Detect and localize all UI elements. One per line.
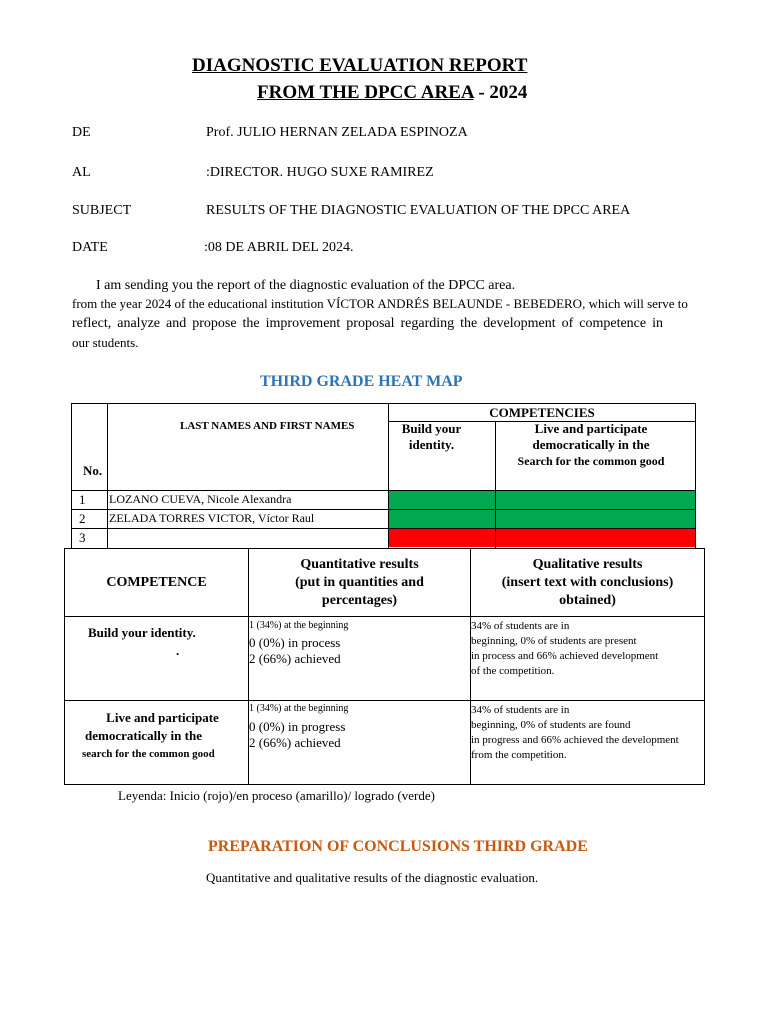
results-r2-qual-1: 34% of students are in xyxy=(471,704,570,716)
meta-value-subject: RESULTS OF THE DIAGNOSTIC EVALUATION OF THE DPCC AREA xyxy=(206,203,631,218)
heatmap-border xyxy=(71,403,72,548)
results-r1-qual xyxy=(471,619,658,679)
meta-value-date: :08 DE ABRIL DEL 2024. xyxy=(204,240,354,255)
meta-value-al: :DIRECTOR. HUGO SUXE RAMIREZ xyxy=(206,165,434,180)
heatmap-comp2-line2: democratically in the xyxy=(532,437,650,452)
heatmap-border xyxy=(71,490,696,491)
meta-label-de: DE xyxy=(72,125,91,140)
legend-text: Leyenda: Inicio (rojo)/en proceso (amarillo)/ logrado (verde) xyxy=(118,788,435,803)
meta-label-al: AL xyxy=(72,165,91,180)
meta-label-subject: SUBJECT xyxy=(72,203,132,218)
results-border xyxy=(64,548,705,549)
heatmap-col-no: No. xyxy=(83,463,103,478)
meta-label-date: DATE xyxy=(72,240,108,255)
heatmap-border xyxy=(695,403,696,548)
results-r1-competence: Build your identity. xyxy=(88,625,196,640)
heatmap-cell-r1-c1 xyxy=(389,491,496,509)
heatmap-row-no: 2 xyxy=(79,511,86,526)
results-r2-qual-3: in progress and 66% achieved the development xyxy=(471,734,679,746)
intro-line-2: from the year 2024 of the educational institution VÍCTOR ANDRÉS BELAUNDE - BEBEDERO, which will serve to xyxy=(72,296,688,311)
results-r1-qual-3: in process and 66% achieved development xyxy=(471,650,659,662)
results-border xyxy=(64,784,705,785)
report-subtitle xyxy=(257,82,527,104)
results-r2-qual-4: from the competition. xyxy=(471,749,567,761)
heatmap-col-names: LAST NAMES AND FIRST NAMES xyxy=(180,420,355,432)
results-h-qual-2: (insert text with conclusions) xyxy=(501,575,674,590)
heatmap-cell-r3-c2 xyxy=(496,529,695,547)
heatmap-border xyxy=(71,403,696,404)
meta-value-de: Prof. JULIO HERNAN ZELADA ESPINOZA xyxy=(206,125,468,140)
results-h-quant-2: (put in quantities and xyxy=(295,575,424,590)
heatmap-border xyxy=(107,403,108,548)
results-r2-quant-3: 2 (66%) achieved xyxy=(249,735,341,750)
heatmap-comp1-header xyxy=(389,421,474,453)
heatmap-border xyxy=(71,528,696,529)
results-r2-quant-1: 1 (34%) at the beginning xyxy=(249,703,349,714)
results-r1-qual-1: 34% of students are in xyxy=(471,620,570,632)
results-h-quant-3: percentages) xyxy=(321,593,398,608)
results-r2-quant-2: 0 (0%) in progress xyxy=(249,719,346,734)
conclusions-title: PREPARATION OF CONCLUSIONS THIRD GRADE xyxy=(208,838,588,855)
results-r1-competence-dot: . xyxy=(176,643,180,658)
heatmap-cell-r2-c1 xyxy=(389,510,496,528)
results-h-qual xyxy=(471,556,704,610)
results-r2-competence-3: search for the common good xyxy=(82,748,215,760)
results-h-qual-1: Qualitative results xyxy=(532,557,643,572)
heatmap-comp1-line1: Build your xyxy=(401,421,462,436)
results-r2-qual-2: beginning, 0% of students are found xyxy=(471,719,631,731)
results-r2-competence xyxy=(65,709,260,763)
results-h-quant-1: Quantitative results xyxy=(300,557,419,572)
heatmap-row-name: ZELADA TORRES VICTOR, Víctor Raul xyxy=(109,511,315,525)
results-r1-quant-3: 2 (66%) achieved xyxy=(249,651,341,666)
results-h-qual-3: obtained) xyxy=(559,593,616,608)
heatmap-comp2-header xyxy=(496,421,686,469)
results-border xyxy=(64,616,705,617)
heatmap-cell-r2-c2 xyxy=(496,510,695,528)
results-border xyxy=(704,548,705,785)
results-h-quant xyxy=(249,556,470,610)
heatmap-comp1-line2: identity. xyxy=(408,437,455,452)
heatmap-cell-r1-c2 xyxy=(496,491,695,509)
results-r1-quant-2: 0 (0%) in process xyxy=(249,635,341,650)
results-r1-qual-2: beginning, 0% of students are present xyxy=(471,635,637,647)
conclusions-subtitle: Quantitative and qualitative results of the diagnostic evaluation. xyxy=(206,870,539,885)
results-r2-competence-1: Live and participate xyxy=(106,710,219,725)
results-r2-competence-2: democratically in the xyxy=(85,728,202,743)
intro-line-4: our students. xyxy=(72,335,139,350)
intro-line-3: reflect, analyze and propose the improvement proposal regarding the development of competence in xyxy=(72,316,663,331)
heatmap-competencies-header: COMPETENCIES xyxy=(489,405,595,420)
results-r1-qual-4: of the competition. xyxy=(471,665,555,677)
heatmap-row-no: 3 xyxy=(79,530,86,545)
heatmap-row-name: LOZANO CUEVA, Nicole Alexandra xyxy=(109,492,292,506)
results-r1-quant-1: 1 (34%) at the beginning xyxy=(249,620,349,631)
heatmap-row-no: 1 xyxy=(79,492,86,507)
report-subtitle-area: FROM THE DPCC AREA xyxy=(257,82,474,103)
report-title: DIAGNOSTIC EVALUATION REPORT xyxy=(192,55,528,76)
report-subtitle-year: - 2024 xyxy=(473,82,528,103)
heatmap-comp2-line3: Search for the common good xyxy=(517,454,665,468)
heatmap-comp2-line1: Live and participate xyxy=(534,421,648,436)
results-r2-qual xyxy=(471,703,679,763)
heatmap-title: THIRD GRADE HEAT MAP xyxy=(260,373,463,390)
results-border xyxy=(64,700,705,701)
results-h-competence: COMPETENCE xyxy=(106,575,207,590)
intro-line-1: I am sending you the report of the diagnostic evaluation of the DPCC area. xyxy=(96,278,516,293)
heatmap-border xyxy=(71,509,696,510)
heatmap-cell-r3-c1 xyxy=(389,529,496,547)
